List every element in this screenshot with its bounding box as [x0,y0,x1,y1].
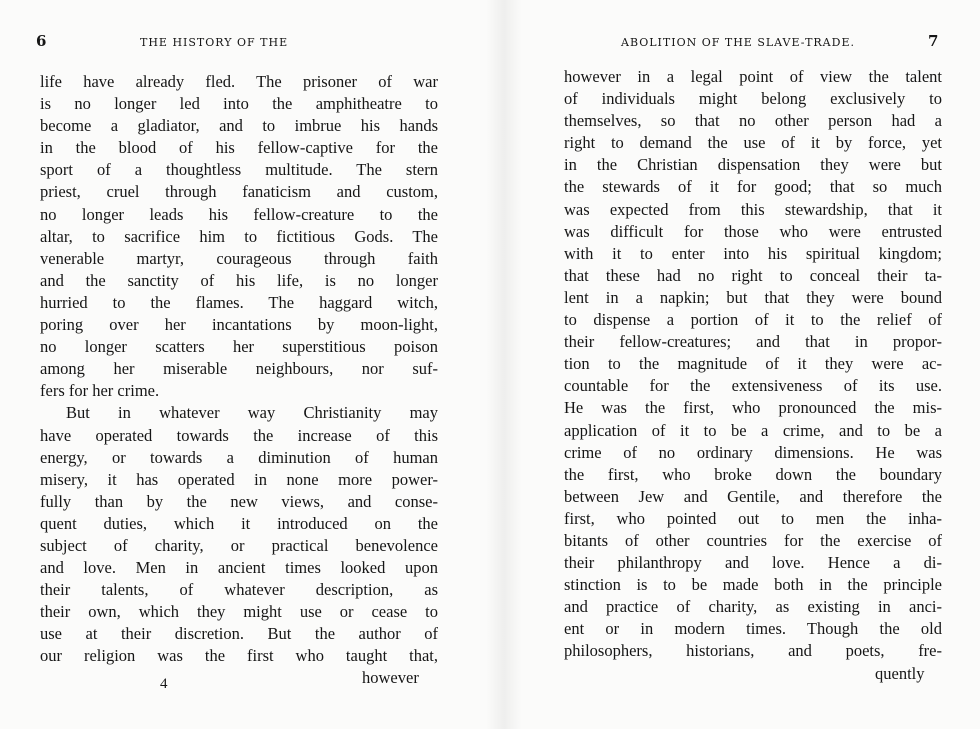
text-line: have operated towards the increase of this [40,425,438,445]
left-paragraph-1 [40,71,438,402]
text-line: misery, it has operated in none more power- [40,469,438,489]
signature-mark: 4 [160,676,168,692]
text-line: bitants of other countries for the exercise of [564,530,942,550]
text-line: and the sanctity of his life, is no longer [40,270,438,290]
text-line: philosophers, historians, and poets, fre- [564,641,942,661]
text-line: the stewards of it for good; that so much [564,177,942,197]
text-line: first, who pointed out to men the inha- [564,508,942,528]
text-line: with it to enter into his spiritual kingdom; [564,243,942,263]
text-line: that these had no right to conceal their ta- [564,265,942,285]
text-line: priest, cruel through fanaticism and custom, [40,182,438,202]
text-line: application of it to be a crime, and to be a [564,420,942,440]
text-line: altar, to sacrifice him to fictitious Gods. The [40,226,438,246]
text-line: the first, who broke down the boundary [564,464,942,484]
text-line: sport of a thoughtless multitude. The stern [40,160,438,180]
right-catchword: quently [875,664,925,683]
left-page [0,0,486,729]
text-line: lent in a napkin; but that they were bound [564,287,942,307]
text-line: between Jew and Gentile, and therefore the [564,486,942,506]
text-line: hurried to the flames. The haggard witch, [40,292,438,312]
text-line: among her miserable neighbours, nor suf- [40,359,438,379]
text-line: right to demand the use of it by force, yet [564,133,942,153]
right-page-number: 7 [928,32,940,50]
text-line: poring over her incantations by moon-light, [40,315,438,335]
text-line: tion to the magnitude of it they were ac- [564,354,942,374]
text-line: was expected from this stewardship, that it [564,199,942,219]
text-line: But in whatever way Christianity may [66,403,438,423]
text-line: their philanthropy and love. Hence a di- [564,553,942,573]
text-line: ent or in modern times. Though the old [564,619,942,639]
text-line: our religion was the first who taught that, [40,646,438,666]
text-line: fers for her crime. [40,381,160,401]
text-line: fully than by the new views, and conse- [40,491,438,511]
right-body-text [564,66,942,663]
text-line: He was the first, who pronounced the mis- [564,398,942,418]
text-line: their fellow-creatures; and that in propor- [564,332,942,352]
left-running-head: THE HISTORY OF THE [140,36,289,49]
text-line: however in a legal point of view the talent [564,67,942,86]
text-line: venerable martyr, courageous through faith [40,248,438,268]
text-line: energy, or towards a diminution of human [40,447,438,467]
left-body-text [40,71,438,668]
left-catchword: however [362,668,419,687]
text-line: and love. Men in ancient times looked upon [40,558,438,578]
text-line: subject of charity, or practical benevolence [40,535,438,555]
right-running-head: ABOLITION OF THE SLAVE-TRADE. [621,36,855,49]
text-line: quent duties, which it introduced on the [40,513,438,533]
text-line: in the Christian dispensation they were but [564,155,942,175]
text-line: and practice of charity, as existing in anci- [564,597,942,617]
text-line: in the blood of his fellow-captive for the [40,138,438,158]
left-paragraph-2 [40,402,438,667]
left-page-number: 6 [36,32,48,50]
text-line: countable for the extensiveness of its use. [564,376,942,396]
text-line: stinction is to be made both in the principle [564,575,942,595]
text-line: their talents, of whatever description, as [40,580,438,600]
text-line: was difficult for those who were entrusted [564,221,942,241]
text-line: themselves, so that no other person had a [564,111,942,131]
text-line: their own, which they might use or cease to [40,602,438,622]
right-page [510,0,980,729]
text-line: life have already fled. The prisoner of war [40,72,438,91]
text-line: use at their discretion. But the author of [40,624,438,644]
text-line: of individuals might belong exclusively to [564,89,942,109]
text-line: crime of no ordinary dimensions. He was [564,442,942,462]
text-line: no longer leads his fellow-creature to the [40,204,438,224]
text-line: to dispense a portion of it to the relief of [564,310,942,330]
text-line: no longer scatters her superstitious poison [40,337,438,357]
text-line: is no longer led into the amphitheatre to [40,94,438,114]
text-line: become a gladiator, and to imbrue his hands [40,116,438,136]
